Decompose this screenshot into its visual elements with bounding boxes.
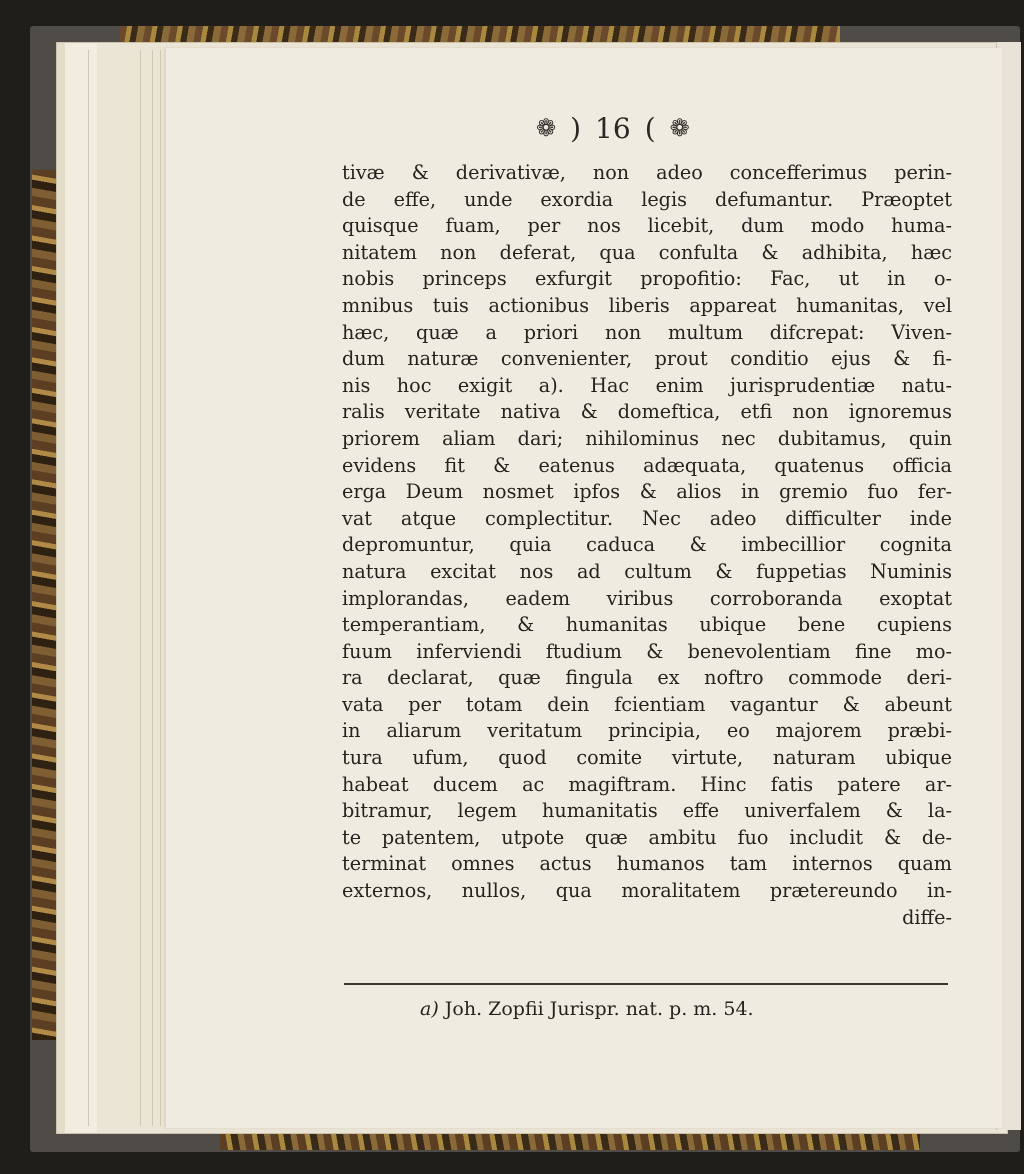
text-line: evidens fit & eatenus adæquata, quatenus officia xyxy=(342,453,952,477)
text-line: implorandas, eadem viribus corroboranda exoptat xyxy=(342,586,952,610)
text-line: mnibus tuis actionibus liberis appareat humanitas, vel xyxy=(342,293,952,317)
footnote-text: Joh. Zopfii Jurispr. nat. p. m. 54. xyxy=(444,998,754,1020)
text-line: nitatem non deferat, qua confulta & adhibita, hæc xyxy=(342,240,952,264)
page-number: 16 xyxy=(595,111,631,145)
footnote-rule xyxy=(344,983,948,985)
footnote-marker: a) xyxy=(420,998,439,1020)
text-line: te patentem, utpote quæ ambitu fuo includit & de- xyxy=(342,825,952,849)
text-line: dum naturæ convenienter, prout conditio ejus & fi- xyxy=(342,347,952,371)
page-edge-line xyxy=(140,50,141,1126)
footnote xyxy=(420,998,754,1020)
marbled-edge-left xyxy=(32,170,58,1040)
text-line: nobis princeps exfurgit propofitio: Fac, ut in o- xyxy=(342,267,952,291)
text-line: habeat ducem ac magiftram. Hinc fatis patere ar- xyxy=(342,772,952,796)
text-line: hæc, quæ a priori non multum difcrepat: Viven- xyxy=(342,320,952,344)
header-bracket-right: ( xyxy=(644,111,656,145)
text-line: vat atque complectitur. Nec adeo difficulter inde xyxy=(342,506,952,530)
text-line: fuum inferviendi ftudium & benevolentiam fine mo- xyxy=(342,639,952,663)
text-line: tura ufum, quod comite virtute, naturam ubique xyxy=(342,746,952,770)
rosette-ornament-icon: ❁ xyxy=(669,114,690,142)
body-text xyxy=(342,160,952,931)
text-line: diffe- xyxy=(902,905,952,929)
text-line: externos, nullos, qua moralitatem prætereundo in- xyxy=(342,879,952,903)
page-edge-line xyxy=(88,50,89,1126)
text-line: natura excitat nos ad cultum & fuppetias Numinis xyxy=(342,559,952,583)
text-line: priorem aliam dari; nihilominus nec dubitamus, quin xyxy=(342,426,952,450)
text-line: terminat omnes actus humanos tam internos quam xyxy=(342,852,952,876)
text-line: temperantiam, & humanitas ubique bene cupiens xyxy=(342,613,952,637)
text-line: de effe, unde exordia legis defumantur. Præoptet xyxy=(342,187,952,211)
text-line: in aliarum veritatum principia, eo majorem præbi- xyxy=(342,719,952,743)
rosette-ornament-icon: ❁ xyxy=(536,114,557,142)
text-line: bitramur, legem humanitatis effe univerfalem & la- xyxy=(342,799,952,823)
text-line: nis hoc exigit a). Hac enim jurisprudentiæ natu- xyxy=(342,373,952,397)
text-line: tivæ & derivativæ, non adeo concefferimus perin- xyxy=(342,161,952,184)
page-edge-line xyxy=(152,50,153,1126)
page-edge-line xyxy=(160,50,161,1126)
header-bracket-left: ) xyxy=(570,111,582,145)
text-line: depromuntur, quia caduca & imbecillior cognita xyxy=(342,533,952,557)
text-line: quisque fuam, per nos licebit, dum modo huma- xyxy=(342,214,952,238)
text-line: ra declarat, quæ fingula ex noftro commode deri- xyxy=(342,666,952,690)
page-header xyxy=(536,108,786,148)
text-line: vata per totam dein fcientiam vagantur & abeunt xyxy=(342,692,952,716)
text-line: ralis veritate nativa & domeftica, etfi non ignoremus xyxy=(342,400,952,424)
text-line: erga Deum nosmet ipfos & alios in gremio fuo fer- xyxy=(342,480,952,504)
